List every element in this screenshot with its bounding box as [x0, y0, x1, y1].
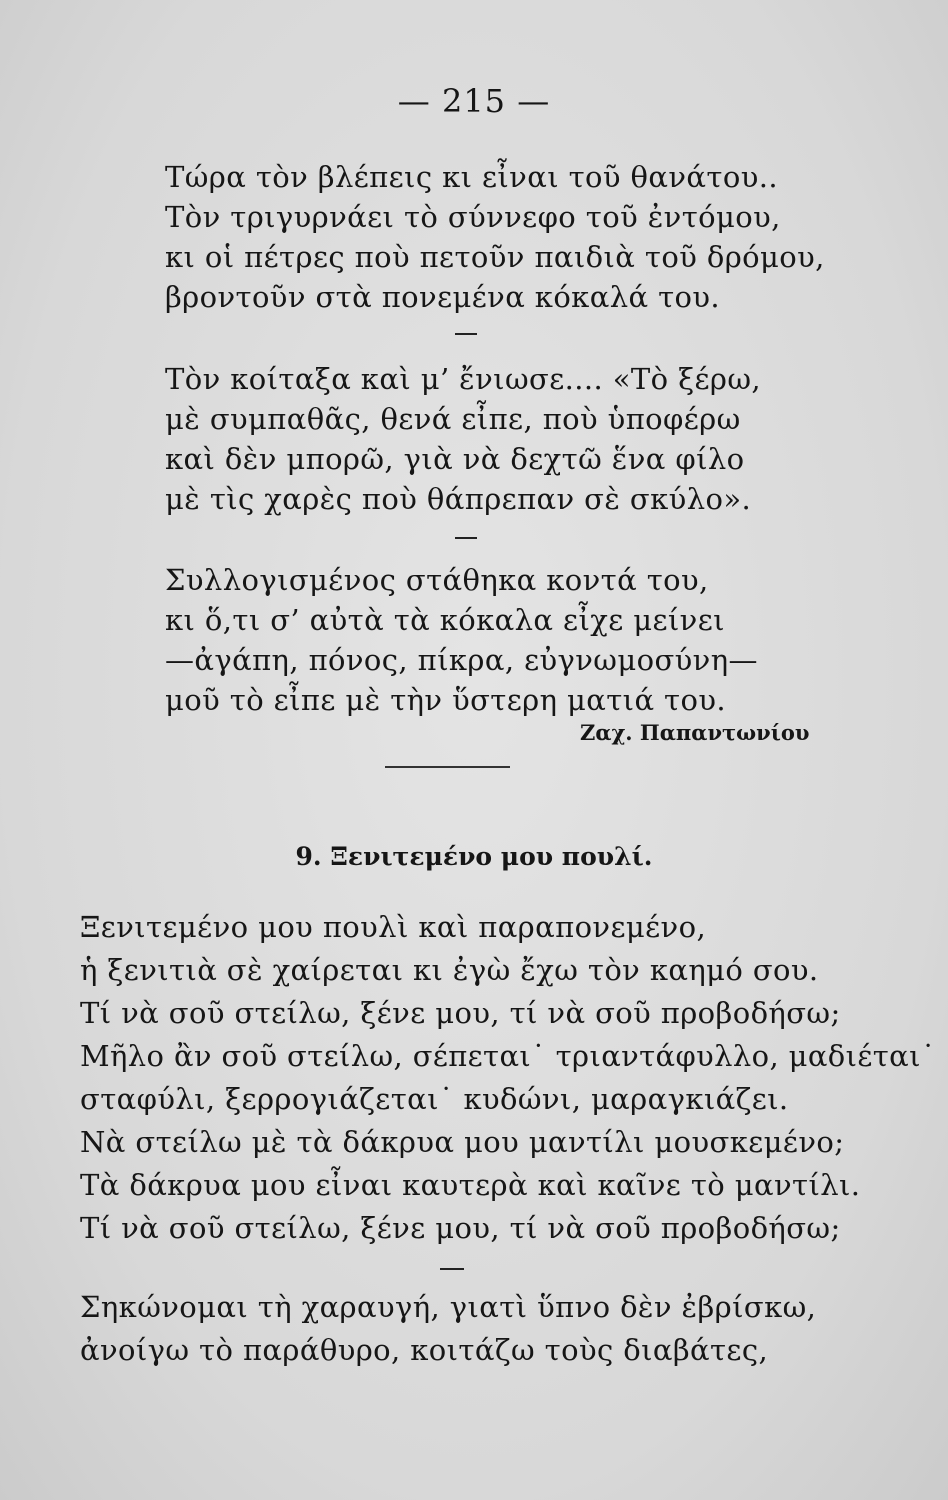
- stanza-separator: [455, 333, 477, 335]
- poem-line: βροντοῦν στὰ πονεμένα κόκαλά του.: [165, 280, 721, 314]
- poem-line: Τὸν τριγυρνάει τὸ σύννεφο τοῦ ἐντόμου,: [165, 200, 781, 234]
- poem-line: Τὰ δάκρυα μου εἶναι καυτερὰ καὶ καῖνε τὸ μαντίλι.: [80, 1168, 861, 1202]
- poem-line: Συλλογισμένος στάθηκα κοντά του,: [165, 563, 709, 597]
- page-number: — 215 —: [397, 82, 551, 120]
- poem-line: μὲ τὶς χαρὲς ποὺ θάπρεπαν σὲ σκύλο».: [165, 482, 752, 516]
- poem-line: —ἀγάπη, πόνος, πίκρα, εὐγνωμοσύνη—: [165, 643, 758, 677]
- poem-line: σταφύλι, ξερρογιάζεται˙ κυδώνι, μαραγκιάζει.: [80, 1082, 789, 1116]
- section-divider: [385, 766, 510, 768]
- stanza-separator: [440, 1268, 464, 1270]
- author-signature: Ζαχ. Παπαντωνίου: [580, 720, 810, 745]
- poem-line: Τί νὰ σοῦ στείλω, ξένε μου, τί νὰ σοῦ προβοδήσω;: [80, 1211, 841, 1245]
- poem-line: μοῦ τὸ εἶπε μὲ τὴν ὕστερη ματιά του.: [165, 683, 726, 717]
- poem-line: Μῆλο ἂν σοῦ στείλω, σέπεται˙ τριαντάφυλλο, μαδιέται˙: [80, 1039, 936, 1073]
- poem-line: κι οἱ πέτρες ποὺ πετοῦν παιδιὰ τοῦ δρόμου,: [165, 240, 825, 274]
- poem-line: ἡ ξενιτιὰ σὲ χαίρεται κι ἐγὼ ἔχω τὸν καημό σου.: [80, 953, 819, 987]
- poem-title: 9. Ξενιτεμένο μου πουλί.: [295, 842, 653, 871]
- poem-line: Σηκώνομαι τὴ χαραυγή, γιατὶ ὕπνο δὲν ἐβρίσκω,: [80, 1290, 817, 1324]
- poem-line: μὲ συμπαθᾶς, θενά εἶπε, ποὺ ὑποφέρω: [165, 402, 741, 436]
- poem-line: κι ὅ,τι σ’ αὐτὰ τὰ κόκαλα εἶχε μείνει: [165, 603, 725, 637]
- poem-line: καὶ δὲν μπορῶ, γιὰ νὰ δεχτῶ ἕνα φίλο: [165, 442, 745, 476]
- poem-line: Τί νὰ σοῦ στείλω, ξένε μου, τί νὰ σοῦ προβοδήσω;: [80, 996, 841, 1030]
- poem-line: Νὰ στείλω μὲ τὰ δάκρυα μου μαντίλι μουσκεμένο;: [80, 1125, 845, 1159]
- poem-line: Ξενιτεμένο μου πουλὶ καὶ παραπονεμένο,: [80, 910, 707, 944]
- poem-line: ἀνοίγω τὸ παράθυρο, κοιτάζω τοὺς διαβάτες,: [80, 1333, 769, 1367]
- poem-line: Τώρα τὸν βλέπεις κι εἶναι τοῦ θανάτου..: [165, 160, 778, 194]
- poem-line: Τὸν κοίταξα καὶ μ’ ἔνιωσε.... «Τὸ ξέρω,: [165, 362, 761, 396]
- stanza-separator: [455, 537, 477, 539]
